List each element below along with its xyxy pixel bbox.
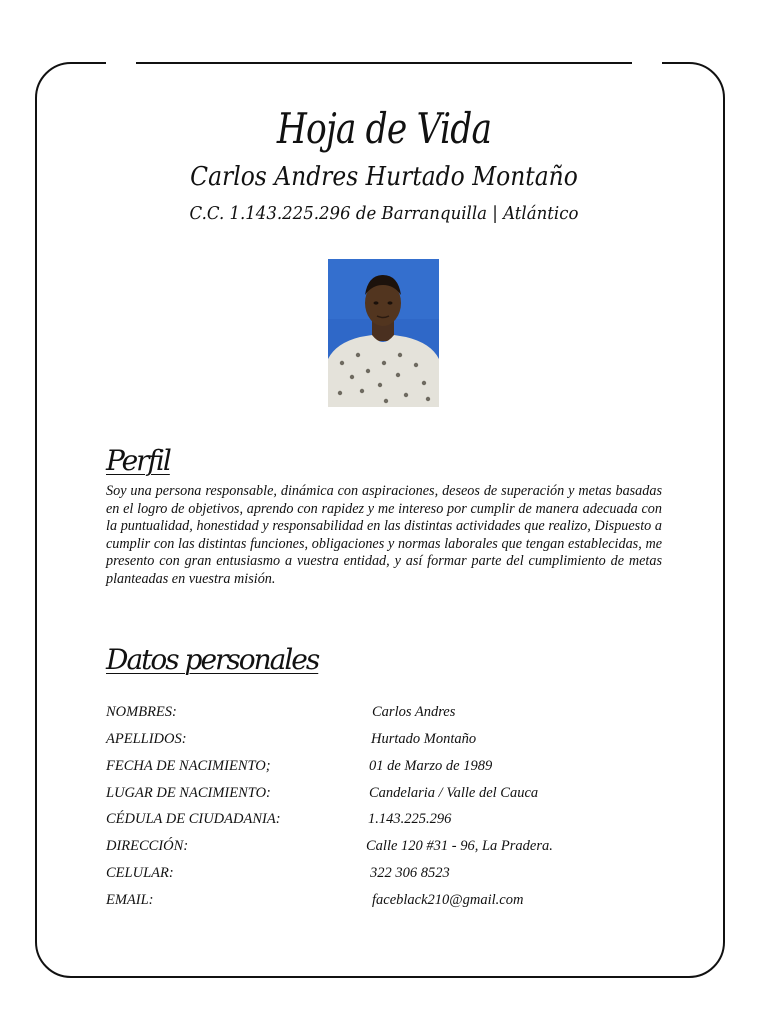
- value-email: faceblack210@gmail.com: [372, 892, 524, 908]
- frame-gap-right: [632, 58, 662, 68]
- label-lugar-nacimiento: LUGAR DE NACIMIENTO:: [106, 785, 271, 801]
- label-nombres: NOMBRES:: [106, 704, 177, 720]
- profile-heading: Perfil: [106, 444, 170, 477]
- profile-text: Soy una persona responsable, dinámica con aspiraciones, deseos de superación y metas basadas en el logro de objetivos, aprendo con rapidez y me intereso por cumplir de manera adecuada con la puntualidad, honestidad y responsabilidad en las distintas actividades que realizo, Dispuesto a cumplir con las distintas funciones, obligaciones y normas laborales que tengan establecidas, me presento con gran entusiasmo a vuestra entidad, y así formar parte del cumplimiento de metas planteadas en vuestra misión.: [106, 483, 662, 587]
- value-cedula: 1.143.225.296: [368, 811, 452, 827]
- label-apellidos: APELLIDOS:: [106, 731, 187, 747]
- document-title: Hoja de Vida: [276, 104, 492, 153]
- personal-data-heading: Datos personales: [106, 643, 319, 676]
- value-fecha-nacimiento: 01 de Marzo de 1989: [369, 758, 493, 774]
- value-apellidos: Hurtado Montaño: [371, 731, 477, 747]
- person-portrait: [328, 259, 439, 407]
- id-line: C.C. 1.143.225.296 de Barranquilla | Atlántico: [189, 203, 579, 224]
- label-celular: CELULAR:: [106, 865, 174, 881]
- label-cedula: CÉDULA DE CIUDADANIA:: [106, 811, 281, 827]
- value-celular: 322 306 8523: [370, 865, 450, 881]
- value-direccion: Calle 120 #31 - 96, La Pradera.: [366, 838, 553, 854]
- profile-photo: [328, 259, 439, 407]
- label-fecha-nacimiento: FECHA DE NACIMIENTO;: [106, 758, 271, 774]
- candidate-name: Carlos Andres Hurtado Montaño: [190, 162, 578, 192]
- frame-gap-left: [106, 58, 136, 68]
- value-nombres: Carlos Andres: [372, 704, 456, 720]
- label-email: EMAIL:: [106, 892, 154, 908]
- label-direccion: DIRECCIÓN:: [106, 838, 189, 854]
- value-lugar-nacimiento: Candelaria / Valle del Cauca: [369, 785, 539, 801]
